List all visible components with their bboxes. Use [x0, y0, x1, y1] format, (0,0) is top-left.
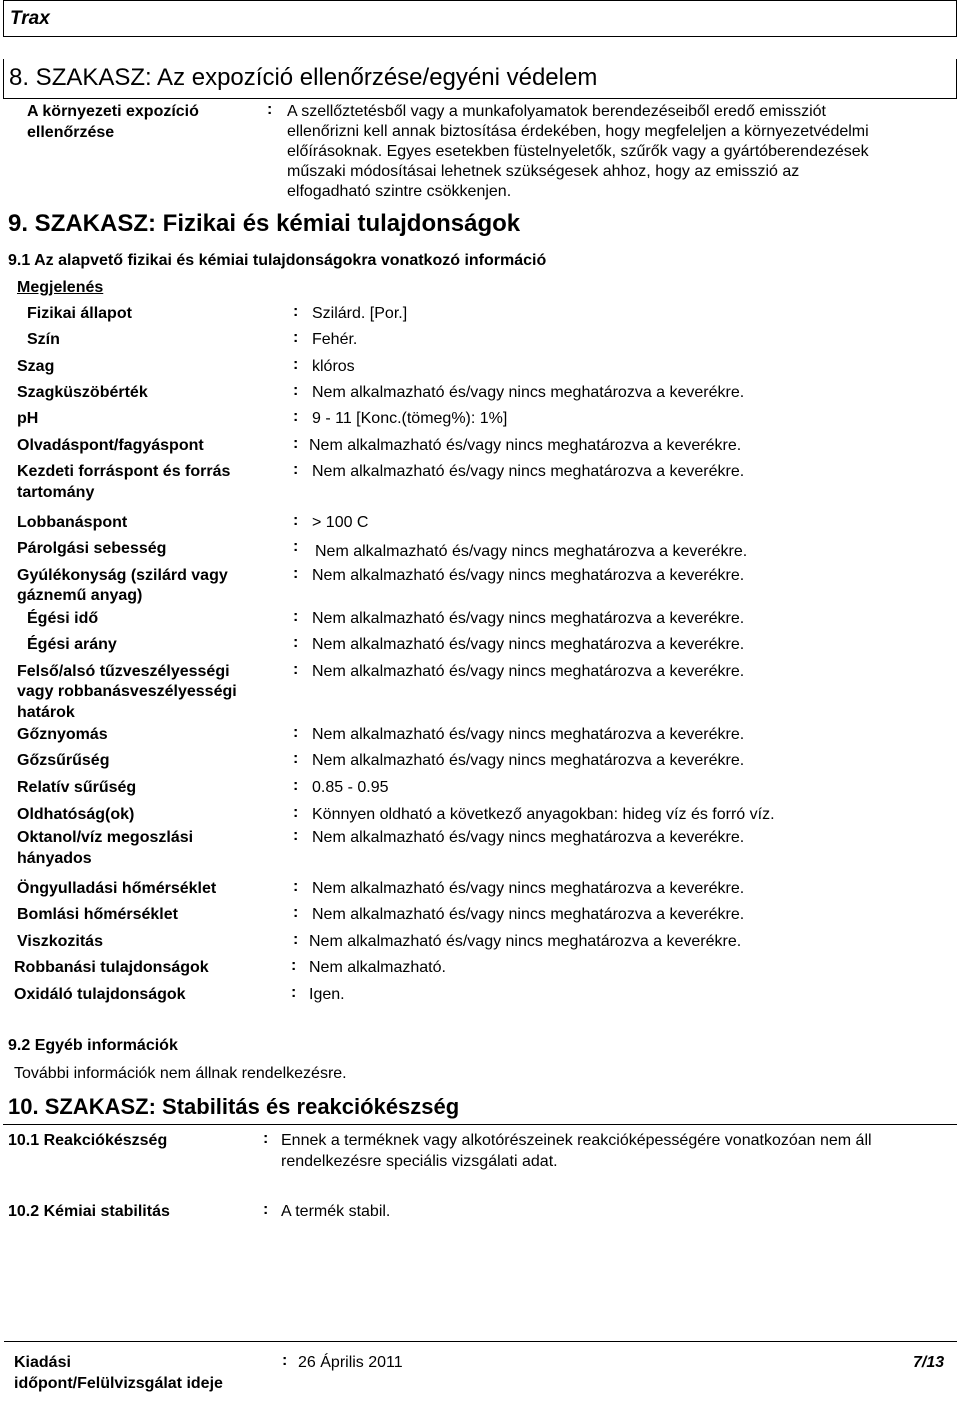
property-value: > 100 C: [312, 514, 369, 531]
env-text-line: elfogadható szintre csökkenjen.: [287, 183, 512, 200]
reactivity-text-line: rendelkezésre speciális vizsgálati adat.: [281, 1153, 558, 1170]
property-label: Gőznyomás: [17, 726, 108, 743]
property-label: Gőzsűrűség: [17, 752, 110, 769]
issue-date-label-2: időpont/Felülvizsgálat ideje: [14, 1375, 223, 1392]
property-label: Párolgási sebesség: [17, 540, 167, 557]
property-label: Szagküszöbérték: [17, 384, 148, 401]
property-label-cont: határok: [17, 704, 75, 721]
property-value: Nem alkalmazható és/vagy nincs meghatározva a keverékre.: [312, 463, 745, 480]
other-info-text: További információk nem állnak rendelkezésre.: [14, 1065, 347, 1082]
colon: :: [293, 904, 299, 921]
property-value: Nem alkalmazható és/vagy nincs meghatározva a keverékre.: [315, 543, 748, 560]
chemical-stability-text: A termék stabil.: [281, 1203, 391, 1220]
colon: :: [282, 1352, 288, 1369]
colon: :: [293, 408, 299, 425]
property-label: Fizikai állapot: [27, 305, 132, 322]
property-label-cont: gáznemű anyag): [17, 587, 143, 604]
colon: :: [293, 608, 299, 625]
colon: :: [293, 512, 299, 529]
env-text-line: ellenőrizni kell annak biztosítása érdekében, hogy megfeleljen a környezetvédelmi: [287, 123, 869, 140]
subsection-9-1-title: 9.1 Az alapvető fizikai és kémiai tulajdonságokra vonatkozó információ: [8, 252, 547, 269]
page-number: 7/13: [913, 1354, 945, 1371]
property-value: Könnyen oldható a következő anyagokban: hideg víz és forró víz.: [312, 806, 775, 823]
property-value: Fehér.: [312, 331, 358, 348]
chemical-stability-label: 10.2 Kémiai stabilitás: [8, 1203, 170, 1220]
issue-date-label: Kiadási: [14, 1354, 71, 1371]
colon: :: [293, 827, 299, 844]
colon: :: [267, 101, 273, 118]
colon: :: [293, 661, 299, 678]
colon: :: [293, 435, 299, 452]
section9-title: 9. SZAKASZ: Fizikai és kémiai tulajdonságok: [8, 210, 521, 237]
colon: :: [293, 724, 299, 741]
colon: :: [293, 804, 299, 821]
colon: :: [293, 538, 299, 555]
property-value: 9 - 11 [Konc.(tömeg%): 1%]: [312, 410, 508, 427]
colon: :: [293, 634, 299, 651]
property-value: Nem alkalmazható és/vagy nincs meghatározva a keverékre.: [312, 752, 745, 769]
colon: :: [293, 303, 299, 320]
property-label: Robbanási tulajdonságok: [14, 959, 209, 976]
env-exposure-label-2: ellenőrzése: [27, 124, 115, 141]
property-value: Nem alkalmazható és/vagy nincs meghatározva a keverékre.: [312, 663, 745, 680]
property-label: Relatív sűrűség: [17, 779, 137, 796]
footer-divider: [4, 1341, 957, 1342]
property-label: Bomlási hőmérséklet: [17, 906, 178, 923]
property-value: Nem alkalmazható és/vagy nincs meghatározva a keverékre.: [309, 933, 742, 950]
colon: :: [293, 777, 299, 794]
property-value: 0.85 - 0.95: [312, 779, 389, 796]
property-value: Nem alkalmazható és/vagy nincs meghatározva a keverékre.: [312, 880, 745, 897]
property-value: Nem alkalmazható és/vagy nincs meghatározva a keverékre.: [309, 437, 742, 454]
property-value: Nem alkalmazható.: [309, 959, 446, 976]
colon: :: [263, 1130, 269, 1147]
property-label: Égési arány: [27, 636, 117, 653]
property-label-cont: tartomány: [17, 484, 95, 501]
colon: :: [293, 461, 299, 478]
property-label: Oldhatóság(ok): [17, 806, 135, 823]
colon: :: [293, 565, 299, 582]
appearance-heading: Megjelenés: [17, 279, 104, 296]
property-label: Lobbanáspont: [17, 514, 128, 531]
colon: :: [293, 356, 299, 373]
property-value: Nem alkalmazható és/vagy nincs meghatározva a keverékre.: [312, 610, 745, 627]
property-label: Égési idő: [27, 610, 99, 627]
reactivity-text-line: Ennek a terméknek vagy alkotórészeinek reakcióképességére vonatkozóan nem áll: [281, 1132, 872, 1149]
property-label: Szag: [17, 358, 55, 375]
property-value: Szilárd. [Por.]: [312, 305, 408, 322]
colon: :: [293, 750, 299, 767]
property-value: Nem alkalmazható és/vagy nincs meghatározva a keverékre.: [312, 906, 745, 923]
section8-title: 8. SZAKASZ: Az expozíció ellenőrzése/egyéni védelem: [9, 64, 598, 91]
property-label-cont: hányados: [17, 850, 92, 867]
colon: :: [293, 382, 299, 399]
colon: :: [293, 878, 299, 895]
env-exposure-label: A környezeti expozíció: [27, 103, 199, 120]
property-value: klóros: [312, 358, 355, 375]
property-label: Felső/alsó tűzveszélyességi: [17, 663, 230, 680]
property-value: Nem alkalmazható és/vagy nincs meghatározva a keverékre.: [312, 567, 745, 584]
reactivity-label: 10.1 Reakciókészség: [8, 1132, 168, 1149]
colon: :: [291, 984, 297, 1001]
property-label: pH: [17, 410, 39, 427]
property-label: Olvadáspont/fagyáspont: [17, 437, 204, 454]
header-bar: [3, 0, 957, 37]
property-label: Kezdeti forráspont és forrás: [17, 463, 231, 480]
property-value: Nem alkalmazható és/vagy nincs meghatározva a keverékre.: [312, 636, 745, 653]
property-label: Oxidáló tulajdonságok: [14, 986, 186, 1003]
property-value: Nem alkalmazható és/vagy nincs meghatározva a keverékre.: [312, 829, 745, 846]
colon: :: [293, 931, 299, 948]
property-value: Igen.: [309, 986, 345, 1003]
property-value: Nem alkalmazható és/vagy nincs meghatározva a keverékre.: [312, 384, 745, 401]
env-text-line: A szellőztetésből vagy a munkafolyamatok berendezéseiből eredő emissziót: [287, 103, 826, 120]
env-text-line: műszaki módosításai lehetnek szükségesek ahhoz, hogy az emisszió az: [287, 163, 800, 180]
property-label: Gyúlékonyság (szilárd vagy: [17, 567, 228, 584]
colon: :: [291, 957, 297, 974]
document-title: Trax: [10, 8, 50, 29]
property-value: Nem alkalmazható és/vagy nincs meghatározva a keverékre.: [312, 726, 745, 743]
property-label: Öngyulladási hőmérséklet: [17, 880, 217, 897]
colon: :: [263, 1201, 269, 1218]
property-label: Szín: [27, 331, 60, 348]
env-text-line: előírásoknak. Egyes esetekben füstelnyeletők, szűrők vagy a gyártóberendezések: [287, 143, 869, 160]
property-label: Viszkozitás: [17, 933, 103, 950]
property-label-cont: vagy robbanásveszélyességi: [17, 683, 237, 700]
section10-title: 10. SZAKASZ: Stabilitás és reakciókészség: [8, 1094, 460, 1119]
subsection-9-2-title: 9.2 Egyéb információk: [8, 1037, 178, 1054]
colon: :: [293, 329, 299, 346]
property-label: Oktanol/víz megoszlási: [17, 829, 194, 846]
issue-date-value: 26 Április 2011: [298, 1354, 403, 1371]
